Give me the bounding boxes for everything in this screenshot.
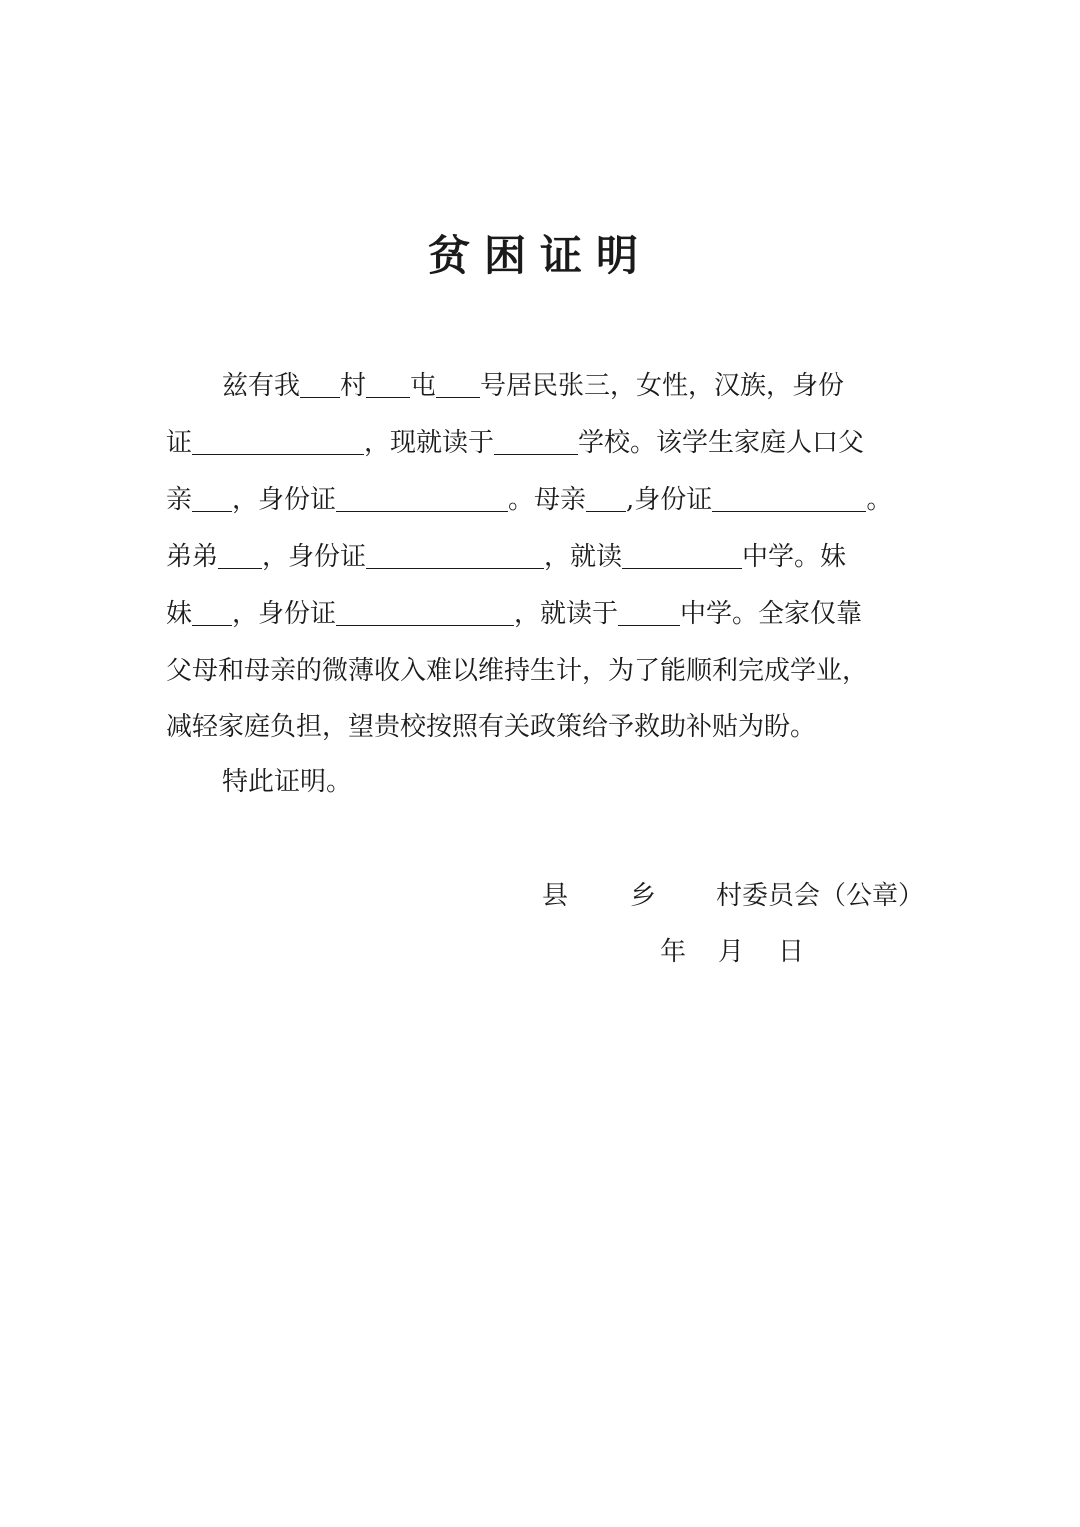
student-id-blank[interactable] [192, 424, 364, 455]
brother-name-blank[interactable] [218, 538, 262, 569]
mother-id-blank[interactable] [712, 481, 866, 512]
body-line-4: 弟弟 ，身份证 ，就读 中学。妹 [166, 537, 846, 577]
sister-school-blank[interactable] [618, 595, 680, 626]
county-label: 县 [542, 881, 569, 911]
village-blank[interactable] [300, 367, 340, 398]
house-number-blank[interactable] [436, 367, 480, 398]
body-line-3: 亲 ，身份证 。母亲 ,身份证 。 [166, 480, 892, 520]
sister-name-blank[interactable] [192, 595, 232, 626]
mother-name-blank[interactable] [586, 481, 626, 512]
father-name-blank[interactable] [192, 481, 232, 512]
year-label: 年 [660, 937, 687, 967]
body-line-2: 证 ，现就读于 学校。该学生家庭人口父 [166, 423, 864, 463]
father-id-blank[interactable] [336, 481, 508, 512]
body-line-7: 减轻家庭负担，望贵校按照有关政策给予救助补贴为盼。 [166, 712, 817, 742]
brother-school-blank[interactable] [622, 538, 742, 569]
school-blank[interactable] [494, 424, 578, 455]
document-title: 贫困证明 [427, 231, 652, 280]
body-line-5: 妹 ，身份证 ，就读于 中学。全家仅靠 [166, 594, 862, 634]
village-committee-seal-label: 村委员会（公章） [716, 881, 925, 911]
hamlet-blank[interactable] [366, 367, 410, 398]
body-line-6: 父母和母亲的微薄收入难以维持生计，为了能顺利完成学业， [166, 656, 869, 686]
sister-id-blank[interactable] [336, 595, 514, 626]
township-label: 乡 [630, 881, 657, 911]
day-label: 日 [778, 937, 805, 967]
brother-id-blank[interactable] [366, 538, 544, 569]
month-label: 月 [718, 937, 745, 967]
body-line-1: 兹有我 村 屯 号居民张三，女性，汉族，身份 [222, 366, 844, 406]
closing-statement: 特此证明。 [222, 767, 353, 797]
